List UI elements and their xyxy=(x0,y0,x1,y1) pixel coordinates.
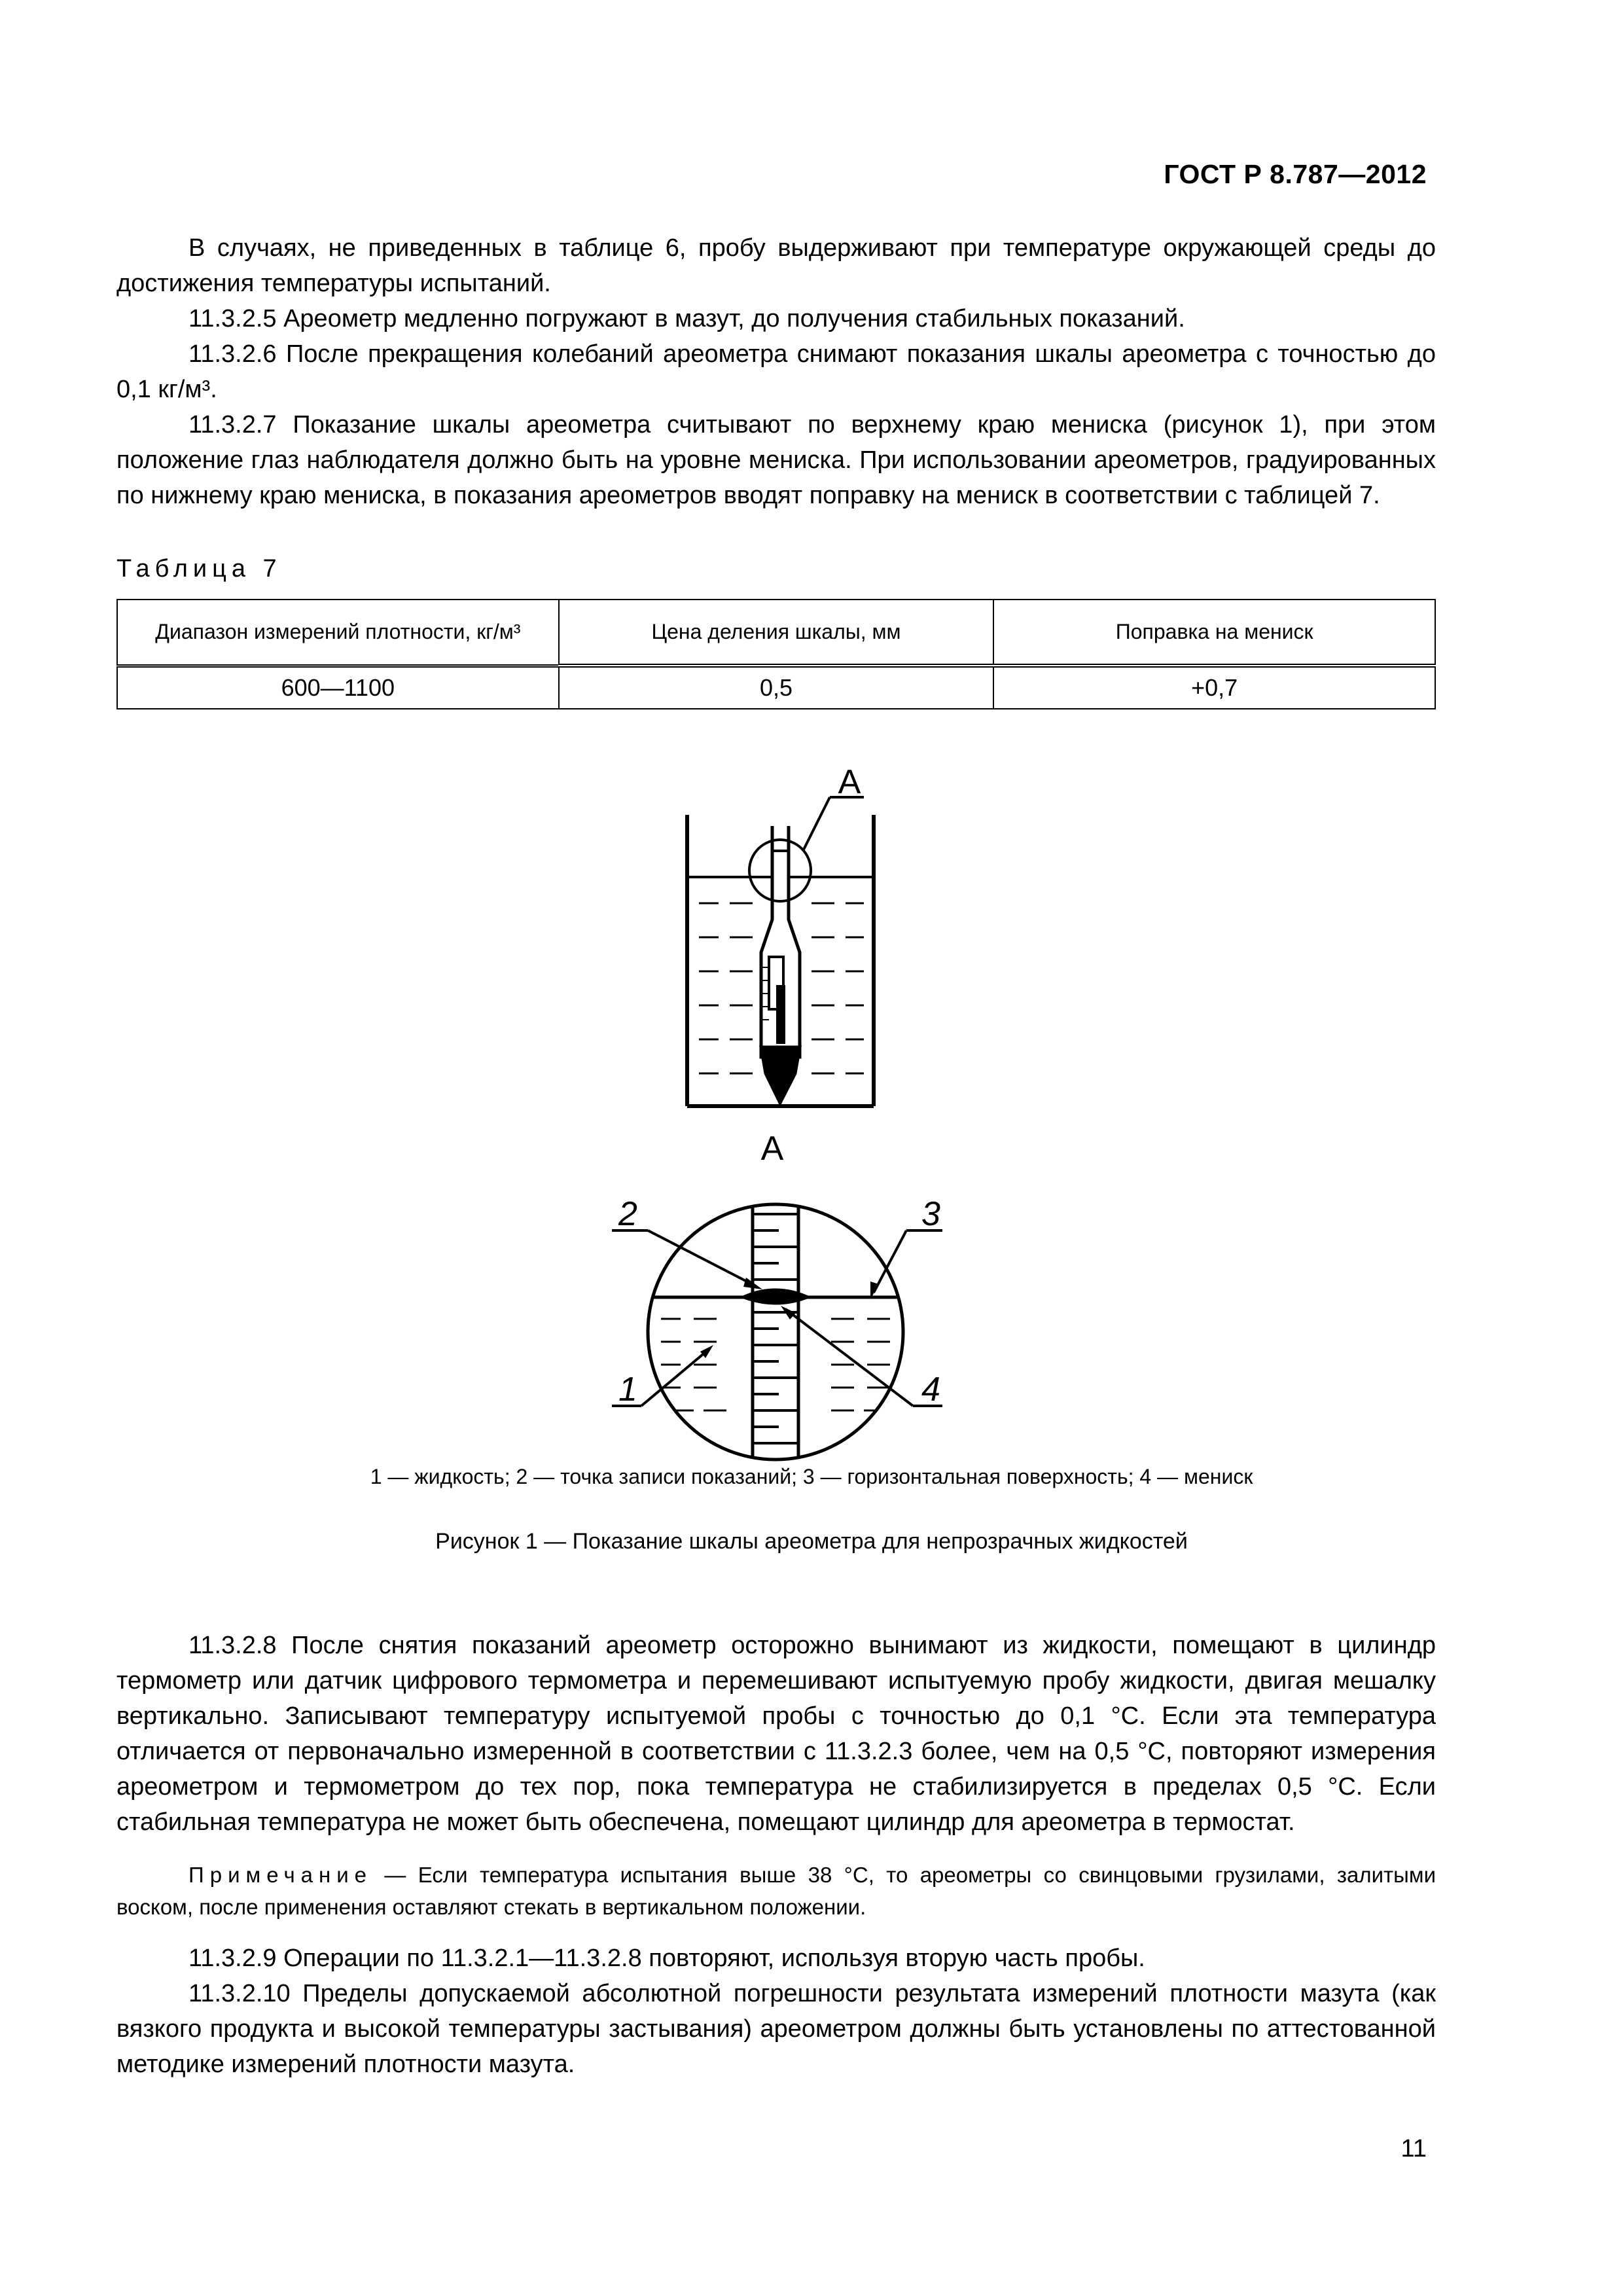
detail-callout xyxy=(749,797,864,901)
hydrometer xyxy=(761,826,800,1103)
marker-1: 1 xyxy=(618,1371,637,1408)
end-paragraphs xyxy=(116,1941,1436,2082)
table-header-cell: Цена деления шкалы, мм xyxy=(559,600,994,666)
paragraph-11-3-2-8: 11.3.2.8 После снятия показаний ареометр осторожно вынимают из жидкости, помещают в цилиндр термометр или датчик цифрового термометра и перемешивают испытуемую пробу жидкости, двигая мешалку вертикально. Записывают температуру испытуемой пробы с точностью до 0,1 °С. Если эта температура отличается от первоначально измеренной в соответствии с 11.3.2.3 более, чем на 0,5 °С, повторяют измерения ареометром и термометром до тех пор, пока температура не стабилизируется в пределах 0,5 °С. Если стабильная температура не может быть обеспечена, помещают цилиндр для ареометра в термостат. xyxy=(116,1632,1436,1836)
paragraph-11-3-2-5: 11.3.2.5 Ареометр медленно погружают в мазут, до получения стабильных показаний. xyxy=(188,305,1185,332)
document-code-header: ГОСТ Р 8.787—2012 xyxy=(1164,159,1427,189)
table-label: Таблица 7 xyxy=(116,555,282,583)
callout-letter: А xyxy=(838,763,861,801)
page-number: 11 xyxy=(1400,2135,1427,2162)
middle-paragraphs xyxy=(116,1628,1436,1840)
note-text: — Если температура испытания выше 38 °С, то ареометры со свинцовыми грузилами, залитыми воском, после применения оставляют стекать в вертикальном положении. xyxy=(116,1863,1436,1919)
marker-3: 3 xyxy=(921,1195,940,1233)
figure-caption: Рисунок 1 — Показание шкалы ареометра для непрозрачных жидкостей xyxy=(435,1529,1188,1554)
paragraph-11-3-2-10: 11.3.2.10 Пределы допускаемой абсолютной погрешности результата измерений плотности мазута (как вязкого продукта и высокой температуры застывания) ареометром должны быть установлены по аттестованной методике измерений плотности мазута. xyxy=(116,1980,1436,2078)
table-header-cell: Диапазон измерений плотности, кг/м³ xyxy=(117,600,559,666)
figure-legend: 1 — жидкость; 2 — точка записи показаний; 3 — горизонтальная поверхность; 4 — мениск xyxy=(370,1465,1253,1488)
table-cell: 0,5 xyxy=(559,666,994,709)
detail-title: А xyxy=(760,1130,784,1168)
detail-view xyxy=(645,1198,910,1466)
paragraph-intro: В случаях, не приведенных в таблице 6, пробу выдерживают при температуре окружающей среды до достижения температуры испытаний. xyxy=(116,234,1436,297)
paragraph-11-3-2-6: 11.3.2.6 После прекращения колебаний ареометра снимают показания шкалы ареометра с точностью до 0,1 кг/м³. xyxy=(116,340,1436,403)
table-cell: 600—1100 xyxy=(117,666,559,709)
table-cell: +0,7 xyxy=(993,666,1435,709)
note-block xyxy=(116,1859,1436,1923)
table-header-cell: Поправка на мениск xyxy=(993,600,1435,666)
paragraph-11-3-2-9: 11.3.2.9 Операции по 11.3.2.1—11.3.2.8 повторяют, используя вторую часть пробы. xyxy=(188,1945,1145,1972)
marker-4: 4 xyxy=(921,1371,940,1408)
marker-2: 2 xyxy=(618,1195,637,1233)
note-label: Примечание xyxy=(188,1863,373,1887)
paragraph-11-3-2-7: 11.3.2.7 Показание шкалы ареометра считывают по верхнему краю мениска (рисунок 1), при этом положение глаз наблюдателя должно быть на уровне мениска. При использовании ареометров, градуированных по нижнему краю мениска, в показания ареометров вводят поправку на мениск в соответствии с таблицей 7. xyxy=(116,411,1436,509)
